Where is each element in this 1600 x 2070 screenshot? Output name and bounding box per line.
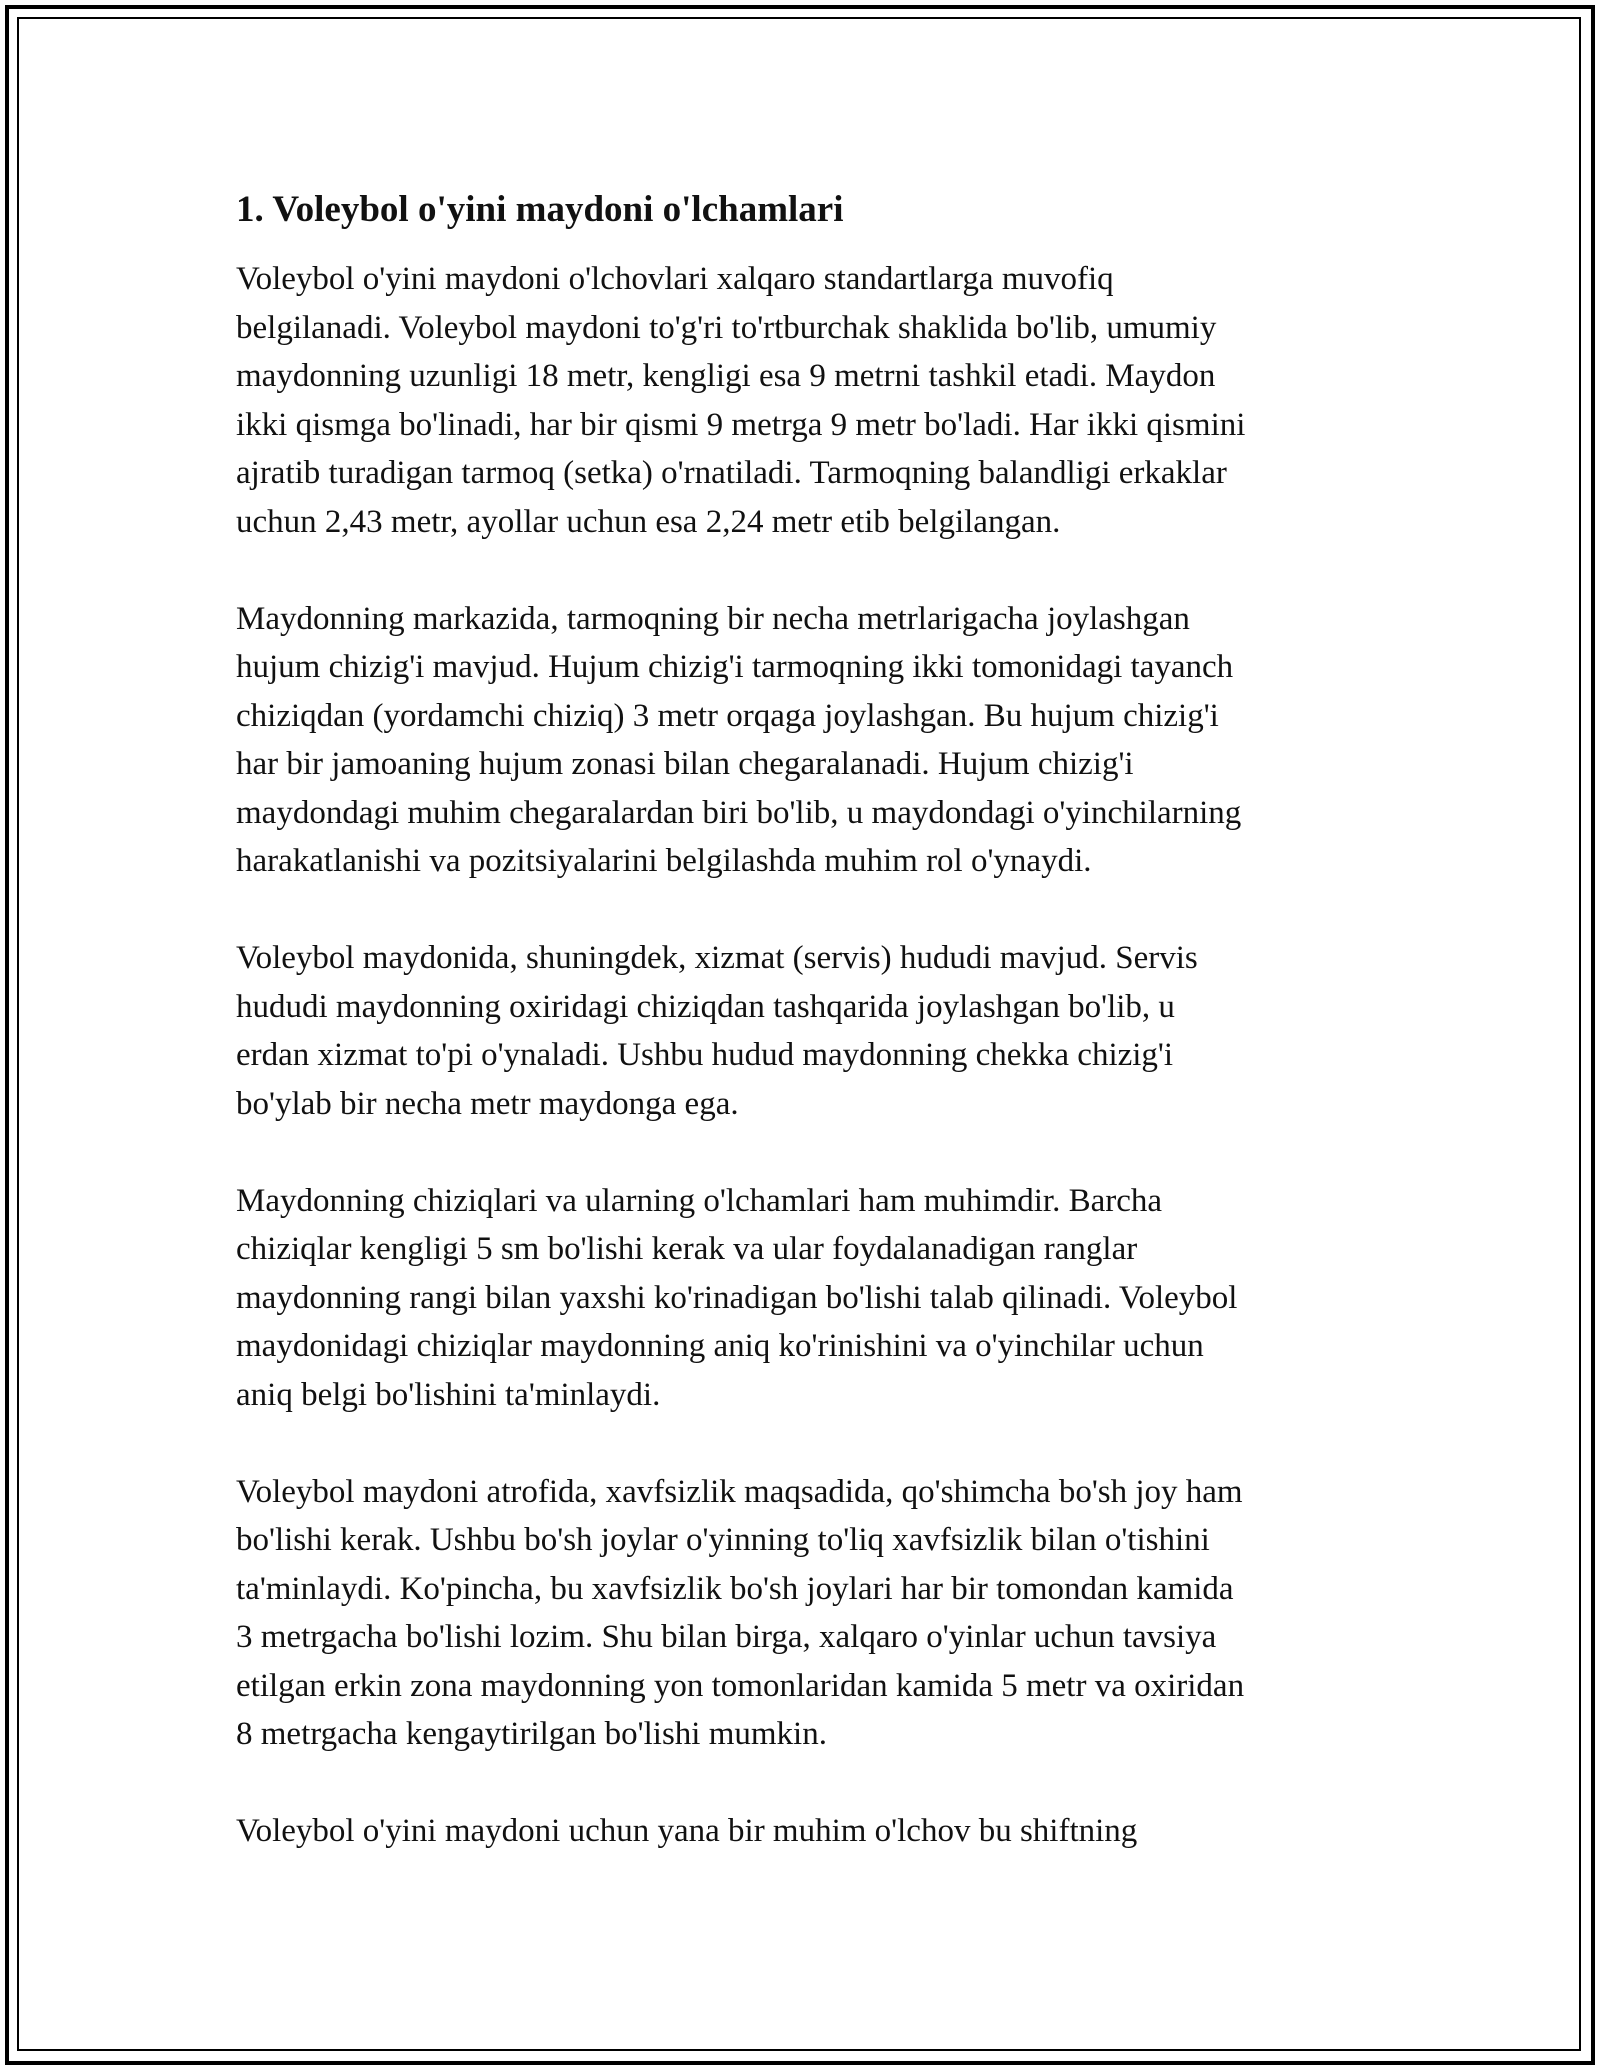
paragraph-service-zone: Voleybol maydonida, shuningdek, xizmat (servis) hududi mavjud. Servis hududi maydonning oxiridagi chiziqdan tashqarida joylashgan bo'lib, u erdan xizmat to'pi o'ynaladi. Ushbu hudud maydonning chekka chizig'i bo'ylab bir necha metr maydonga ega. [236,940,1198,1122]
document-body [236,186,1376,1904]
paragraph-ceiling: Voleybol o'yini maydoni uchun yana bir muhim o'lchov bu shiftning [236,1813,1138,1849]
paragraph-court-lines: Maydonning chiziqlari va ularning o'lchamlari ham muhimdir. Barcha chiziqlar kengligi 5 sm bo'lishi kerak va ular foydalanadigan ranglar maydonning rangi bilan yaxshi ko'rinadigan bo'lishi talab qilinadi. Voleybol maydonidagi chiziqlar maydonning aniq ko'rinishini va o'yinchilar uchun aniq belgi bo'lishini ta'minlaydi. [236,1182,1238,1413]
paragraph-court-dimensions: Voleybol o'yini maydoni o'lchovlari xalqaro standartlarga muvofiq belgilanadi. Voleybol maydoni to'g'ri to'rtburchak shaklida bo'lib, umumiy maydonning uzunligi 18 metr, kengligi esa 9 metrni tashkil etadi. Maydon ikki qismga bo'linadi, har bir qismi 9 metrga 9 metr bo'ladi. Har ikki qismini ajratib turadigan tarmoq (setka) o'rnatiladi. Tarmoqning balandligi erkaklar uchun 2,43 metr, ayollar uchun esa 2,24 metr etib belgilangan. [236,261,1246,540]
paragraph-free-zone: Voleybol maydoni atrofida, xavfsizlik maqsadida, qo'shimcha bo'sh joy ham bo'lishi kerak. Ushbu bo'sh joylar o'yinning to'liq xavfsizlik bilan o'tishini ta'minlaydi. Ko'pincha, bu xavfsizlik bo'sh joylari har bir tomondan kamida 3 metrgacha bo'lishi lozim. Shu bilan birga, xalqaro o'yinlar uchun tavsiya etilgan erkin zona maydonning yon tomonlaridan kamida 5 metr va oxiridan 8 metrgacha kengaytirilgan bo'lishi mumkin. [236,1473,1245,1752]
paragraph-attack-line: Maydonning markazida, tarmoqning bir necha metrlarigacha joylashgan hujum chizig'i mavjud. Hujum chizig'i tarmoqning ikki tomonidagi tayanch chiziqdan (yordamchi chiziq) 3 metr orqaga joylashgan. Bu hujum chizig'i har bir jamoaning hujum zonasi bilan chegaralanadi. Hujum chizig'i maydondagi muhim chegaralardan biri bo'lib, u maydondagi o'yinchilarning harakatlanishi va pozitsiyalarini belgilashda muhim rol o'ynaydi. [236,600,1242,879]
section-heading: 1. Voleybol o'yini maydoni o'lchamlari [236,189,844,230]
